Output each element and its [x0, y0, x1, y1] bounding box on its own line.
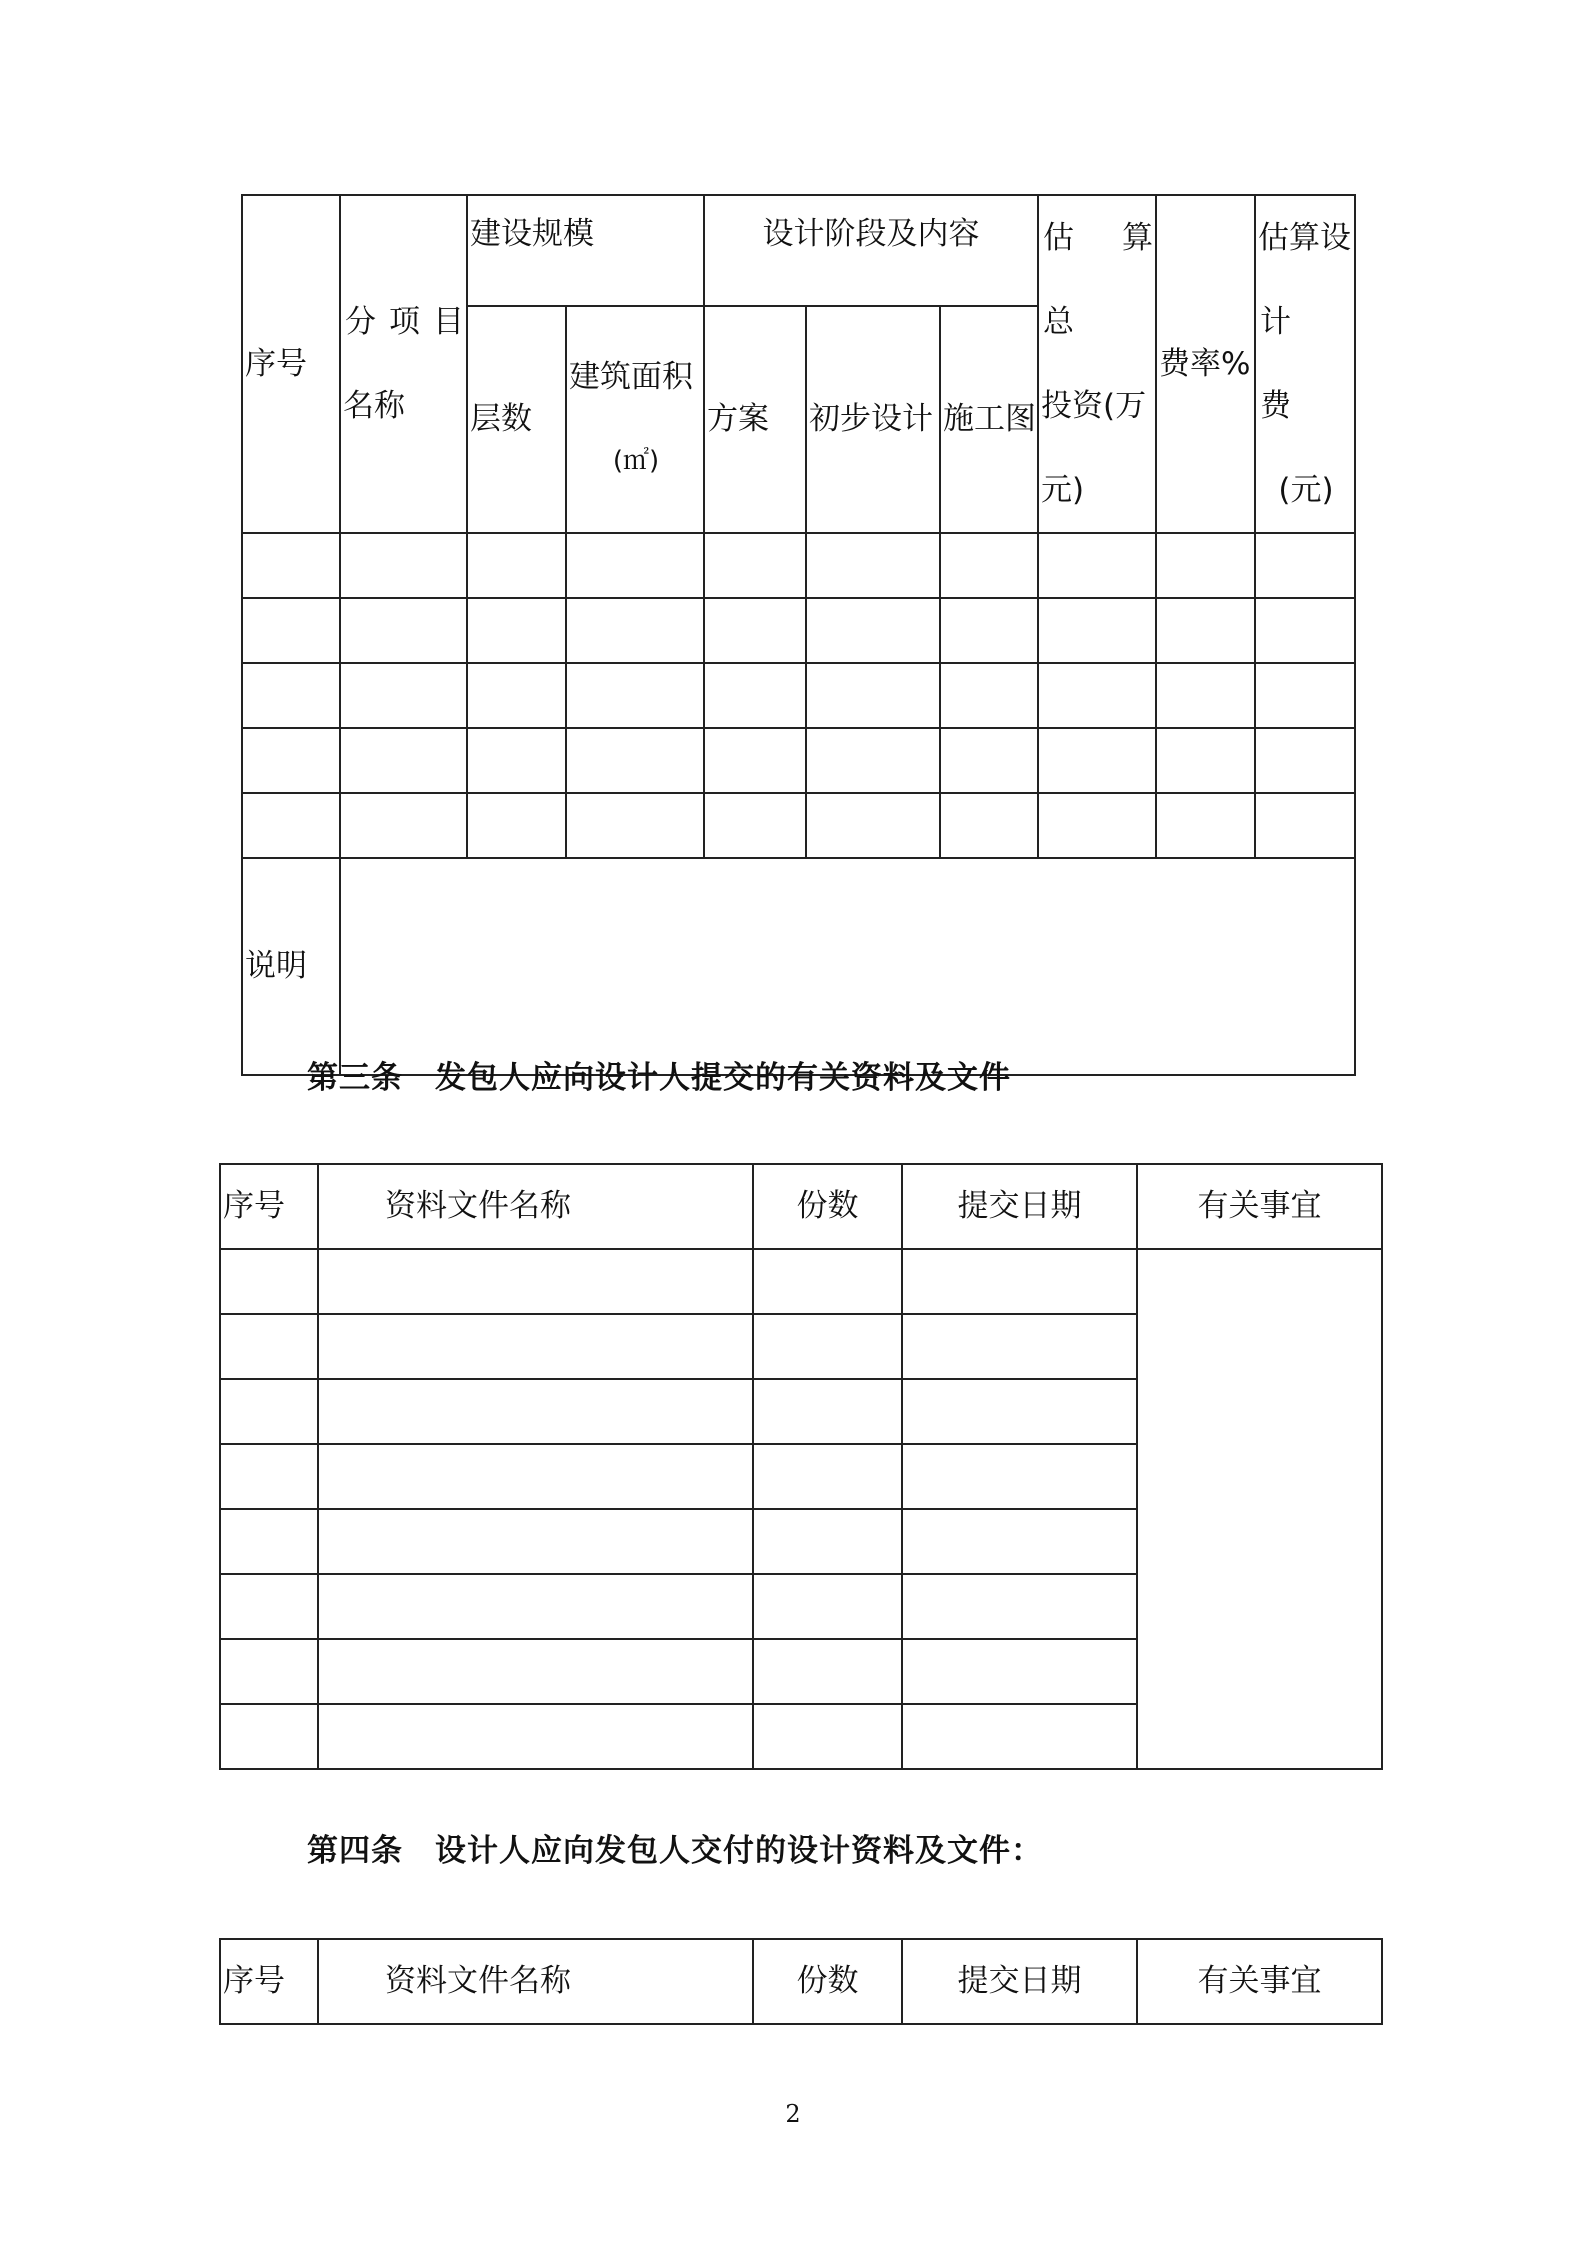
notes-cell: [340, 858, 1355, 1075]
submit-date-header: 提交日期: [902, 1939, 1137, 2024]
design-fee-header-line1: 估算设: [1258, 220, 1351, 256]
seq-header: 序号: [220, 1939, 318, 2024]
header-row-1: [242, 195, 1355, 306]
item-name-header: [340, 195, 467, 533]
preliminary-design-header: 初步设计: [806, 306, 940, 533]
table-row: [242, 793, 1355, 858]
investment-header: [1038, 195, 1156, 533]
design-fee-header-line3: (元): [1278, 472, 1334, 508]
seq-header: 序号: [242, 195, 340, 533]
design-stage-header: 设计阶段及内容: [704, 195, 1038, 306]
notes-row: [242, 858, 1355, 1075]
investment-header-line1: 估 算 总: [1043, 220, 1153, 340]
item-name-header-line1: 分 项 目: [345, 304, 464, 340]
document-name-header: 资料文件名称: [318, 1939, 753, 2024]
related-matters-header: 有关事宜: [1137, 1939, 1382, 2024]
copies-header: 份数: [753, 1164, 902, 1249]
table-row: [220, 1249, 1382, 1314]
header-row: [220, 1164, 1382, 1249]
scheme-header: 方案: [704, 306, 806, 533]
document-name-header: 资料文件名称: [318, 1164, 753, 1249]
construction-drawing-header: 施工图: [940, 306, 1038, 533]
area-header-line1: 建筑面积: [569, 359, 693, 396]
design-fee-header: [1255, 195, 1355, 533]
scale-header: 建设规模: [467, 195, 704, 306]
item-name-header-line2: 名称: [343, 388, 405, 424]
table-row: [242, 598, 1355, 663]
fee-rate-header: 费率%: [1156, 195, 1255, 533]
related-matters-cell: [1137, 1249, 1382, 1769]
table-row: [242, 663, 1355, 728]
floors-header: 层数: [467, 306, 566, 533]
related-matters-header: 有关事宜: [1137, 1164, 1382, 1249]
designer-deliverables-table: [219, 1938, 1383, 2025]
page-number: 2: [785, 2100, 801, 2128]
copies-header: 份数: [753, 1939, 902, 2024]
section-4-heading: 第四条 设计人应向发包人交付的设计资料及文件：: [307, 1833, 1043, 1869]
header-row: [220, 1939, 1382, 2024]
table-row: [242, 533, 1355, 598]
submit-date-header: 提交日期: [902, 1164, 1137, 1249]
seq-header: 序号: [220, 1164, 318, 1249]
investment-header-line2: 投资(万: [1041, 388, 1147, 424]
notes-label: 说明: [242, 858, 340, 1075]
table-row: [242, 728, 1355, 793]
investment-header-line3: 元): [1041, 472, 1085, 508]
section-3-heading: 第三条 发包人应向设计人提交的有关资料及文件: [307, 1060, 1011, 1096]
client-documents-table: [219, 1163, 1383, 1770]
area-header-line2: (㎡): [612, 446, 660, 477]
design-fee-header-line2: 计 费: [1260, 304, 1322, 424]
project-design-table: [241, 194, 1356, 1076]
area-header: [566, 306, 704, 533]
